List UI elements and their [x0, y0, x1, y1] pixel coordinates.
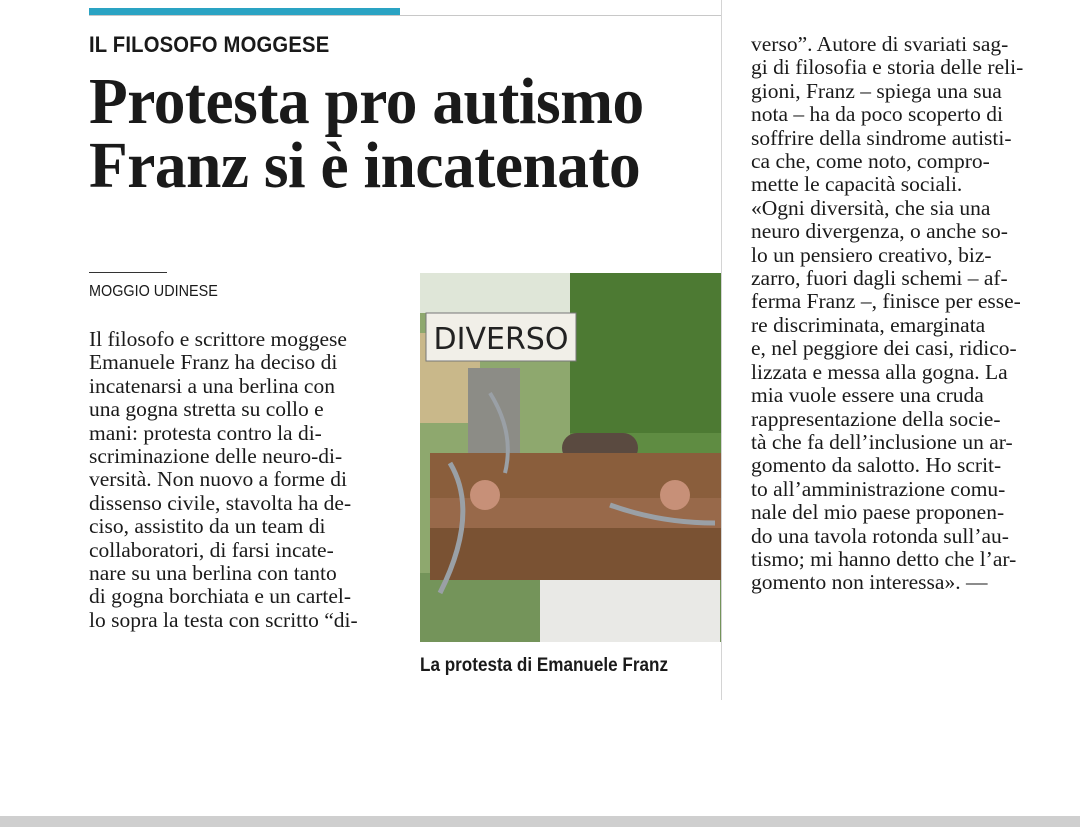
body-line: nare su una berlina con tanto [89, 562, 337, 586]
body-line: ca che, come noto, compro- [751, 150, 990, 174]
body-line: rappresentazione della socie- [751, 407, 1001, 431]
body-line: verso”. Autore di svariati sag- [751, 33, 1009, 56]
photo-caption: La protesta di Emanuele Franz [420, 655, 669, 676]
headline-line-2: Franz si è incatenato [89, 129, 641, 202]
body-line: e, nel peggiore dei casi, ridico- [751, 337, 1017, 361]
body-line: lizzata e messa alla gogna. La [751, 360, 1008, 384]
headline-line-1: Protesta pro autismo [89, 65, 644, 138]
dateline-rule [89, 272, 167, 273]
body-line: Il filosofo e scrittore moggese [89, 328, 347, 351]
body-line: Emanuele Franz ha deciso di [89, 351, 338, 375]
body-line: mette le capacità sociali. [751, 173, 963, 197]
body-line: nota – ha da poco scoperto di [751, 103, 1003, 127]
body-line: ciso, assistito da un team di [89, 515, 326, 539]
body-line: tismo; mi hanno detto che l’ar- [751, 547, 1017, 571]
body-line: ferma Franz –, finisce per esse- [751, 290, 1021, 314]
kicker: IL FILOSOFO MOGGESE [89, 32, 330, 57]
bottom-bar [0, 816, 1080, 827]
body-line: scriminazione delle neuro-di- [89, 445, 343, 469]
body-line: neuro divergenza, o anche so- [751, 220, 1008, 244]
body-line: soffrire della sindrome autisti- [751, 126, 1012, 150]
body-line: versità. Non nuovo a forme di [89, 468, 347, 492]
body-line: «Ogni diversità, che sia una [751, 196, 991, 220]
body-line: dissenso civile, stavolta ha de- [89, 491, 352, 515]
body-line: lo un pensiero creativo, biz- [751, 243, 992, 267]
body-column-1 [89, 328, 391, 632]
section-accent-bar [89, 8, 400, 15]
headline [89, 65, 729, 202]
article-photo [420, 273, 721, 642]
body-line: re discriminata, emarginata [751, 313, 986, 337]
body-column-2 [751, 33, 1051, 595]
photo-sign-text: DIVERSO [433, 322, 569, 357]
body-line: zarro, fuori dagli schemi – af- [751, 267, 1008, 291]
body-line: nale del mio paese proponen- [751, 501, 1005, 525]
body-line: gomento non interessa». — [751, 571, 988, 595]
body-line: incatenarsi a una berlina con [89, 374, 335, 398]
body-line: mia vuole essere una cruda [751, 384, 984, 408]
body-line: di gogna borchiata e un cartel- [89, 585, 352, 609]
body-line: do una tavola rotonda sull’au- [751, 524, 1009, 548]
body-line: lo sopra la testa con scritto “di- [89, 608, 358, 632]
top-rule [89, 15, 721, 16]
body-line: gomento da salotto. Ho scrit- [751, 454, 1002, 478]
body-line: mani: protesta contro la di- [89, 421, 322, 445]
body-line: to all’amministrazione comu- [751, 477, 1006, 501]
body-line: una gogna stretta su collo e [89, 398, 324, 422]
body-line: gioni, Franz – spiega una sua [751, 79, 1002, 103]
body-line: collaboratori, di farsi incate- [89, 538, 334, 562]
body-line: gi di filosofia e storia delle reli- [751, 56, 1024, 80]
body-line: tà che fa dell’inclusione un ar- [751, 430, 1013, 454]
dateline: MOGGIO UDINESE [89, 283, 218, 300]
